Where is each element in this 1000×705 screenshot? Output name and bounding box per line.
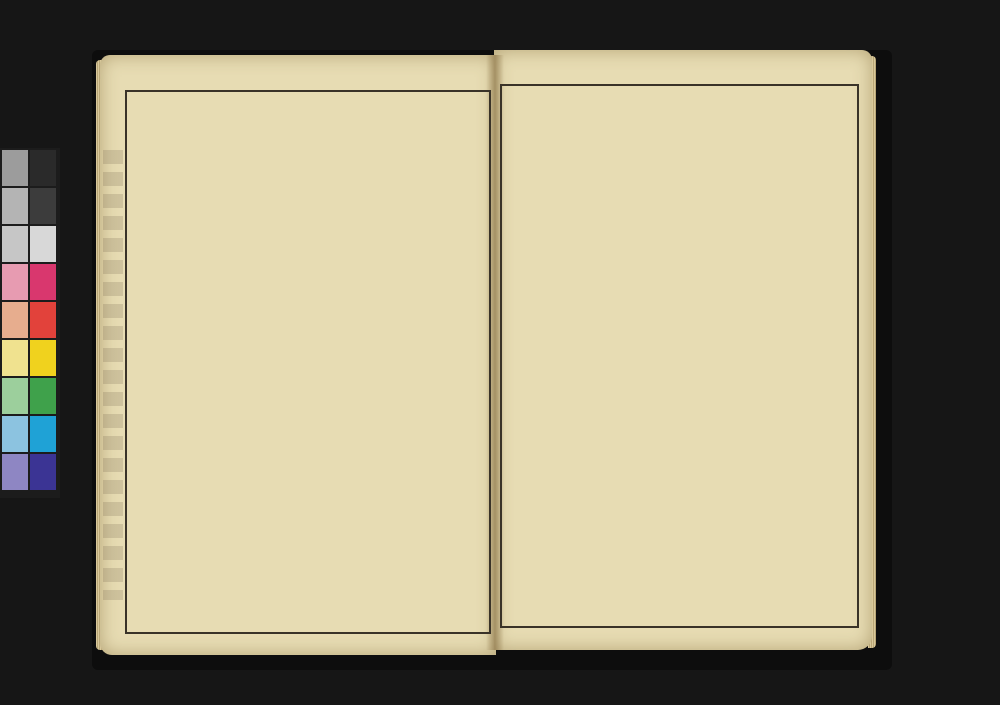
color-swatch	[2, 378, 28, 414]
text-column	[822, 96, 852, 624]
text-column	[305, 96, 335, 624]
color-swatch	[30, 302, 56, 338]
color-swatch	[30, 416, 56, 452]
text-column	[158, 96, 188, 624]
color-swatch	[30, 454, 56, 490]
text-column	[394, 96, 424, 624]
text-column	[276, 96, 306, 624]
text-column	[765, 96, 795, 624]
text-column	[187, 96, 217, 624]
text-column	[335, 96, 365, 624]
text-column	[453, 96, 483, 624]
color-swatch	[30, 340, 56, 376]
text-column	[594, 96, 624, 624]
text-column	[508, 96, 538, 624]
text-column	[423, 96, 453, 624]
text-column	[217, 96, 247, 624]
color-swatch	[2, 340, 28, 376]
page-margin-strip	[858, 84, 875, 624]
text-column	[364, 96, 394, 624]
color-swatch	[2, 416, 28, 452]
show-through-text	[103, 150, 123, 600]
color-swatch	[30, 150, 56, 186]
text-column	[793, 96, 823, 624]
color-swatch	[30, 264, 56, 300]
text-column	[679, 96, 709, 624]
text-column	[708, 96, 738, 624]
color-swatch	[2, 188, 28, 224]
text-column	[128, 96, 158, 624]
color-swatch	[30, 378, 56, 414]
color-swatch	[2, 226, 28, 262]
text-column	[651, 96, 681, 624]
color-swatch	[2, 302, 28, 338]
color-swatch	[2, 264, 28, 300]
text-column	[565, 96, 595, 624]
color-calibration-card	[0, 148, 60, 498]
color-swatch	[30, 188, 56, 224]
color-swatch	[2, 454, 28, 490]
color-swatch	[30, 226, 56, 262]
text-column	[246, 96, 276, 624]
text-column	[537, 96, 567, 624]
text-column	[622, 96, 652, 624]
color-swatch	[2, 150, 28, 186]
text-column	[736, 96, 766, 624]
